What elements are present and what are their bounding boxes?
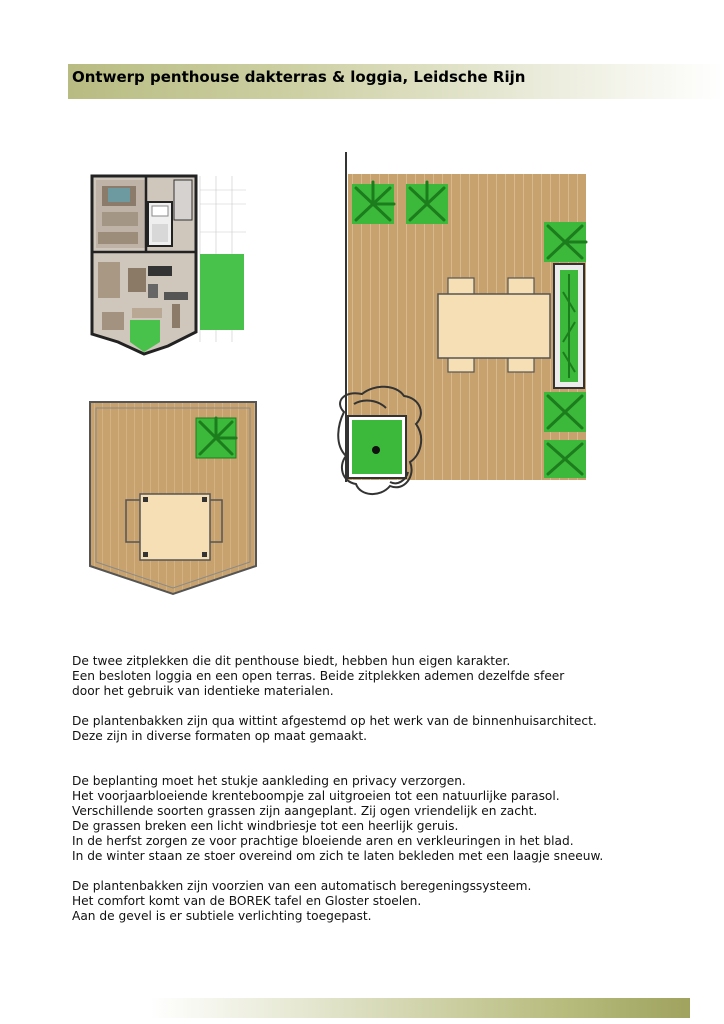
text-line: door het gebruik van identieke materialen. <box>72 684 334 698</box>
page-title: Ontwerp penthouse dakterras & loggia, Leidsche Rijn <box>72 68 526 86</box>
text-line: De plantenbakken zijn voorzien van een automatisch beregeningssysteem. <box>72 879 532 893</box>
text-line: Een besloten loggia en een open terras. Beide zitplekken ademen dezelfde sfeer <box>72 669 565 683</box>
loggia-plan-image <box>86 398 261 598</box>
floorplan-image <box>88 172 248 357</box>
text-line: De beplanting moet het stukje aankleding en privacy verzorgen. <box>72 774 466 788</box>
footer-bar <box>150 998 690 1018</box>
text-line: In de herfst zorgen ze voor prachtige bloeiende aren en verkleuringen in het blad. <box>72 834 574 848</box>
text-line: Het voorjaarbloeiende krenteboompje zal uitgroeien tot een natuurlijke parasol. <box>72 789 560 803</box>
text-line: De plantenbakken zijn qua wittint afgestemd op het werk van de binnenhuisarchitect. <box>72 714 597 728</box>
text-line: Verschillende soorten grassen zijn aangeplant. Zij ogen vriendelijk en zacht. <box>72 804 538 818</box>
text-line: Het comfort komt van de BOREK tafel en Gloster stoelen. <box>72 894 422 908</box>
text-line: De grassen breken een licht windbriesje tot een heerlijk geruis. <box>72 819 459 833</box>
text-line: De twee zitplekken die dit penthouse biedt, hebben hun eigen karakter. <box>72 654 511 668</box>
text-line: Deze zijn in diverse formaten op maat gemaakt. <box>72 729 368 743</box>
text-line: Aan de gevel is er subtiele verlichting toegepast. <box>72 909 372 923</box>
roof-terrace-plan-image <box>334 152 590 530</box>
title-bar <box>68 64 724 99</box>
text-line: In de winter staan ze stoer overeind om zich te laten bekleden met een laagje sneeuw. <box>72 849 604 863</box>
description-text <box>72 654 672 924</box>
plant-icon <box>352 182 394 224</box>
